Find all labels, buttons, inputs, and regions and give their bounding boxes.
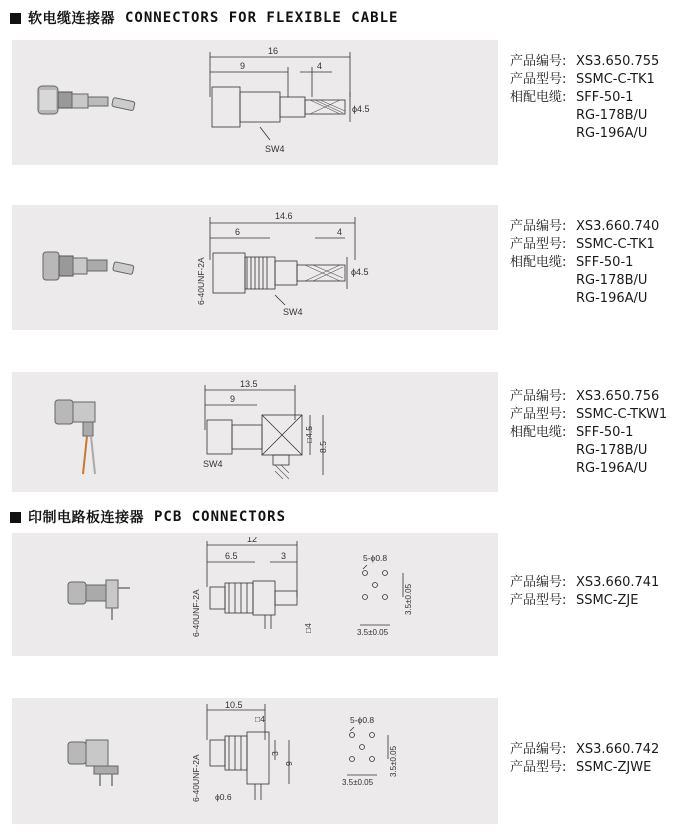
connector-photo-pcb-right-angle	[60, 730, 140, 790]
dim-right: 4	[317, 61, 323, 71]
dim-overall: 14.6	[275, 211, 293, 221]
dim-height: 8.5	[318, 441, 328, 453]
cable-type: SFF-50-1	[576, 255, 634, 270]
dimension-drawing-2	[195, 205, 375, 330]
dimension-drawing-4	[185, 537, 335, 652]
dimension-drawing-3	[195, 375, 345, 490]
cable-type: SFF-50-1	[576, 90, 634, 105]
dim-thread: 6-40UNF-2A	[191, 589, 201, 637]
dim-overall: 12	[247, 537, 258, 544]
dim-pitch-horizontal: 3.5±0.05	[357, 628, 389, 637]
dim-square: □4	[255, 714, 265, 724]
dim-wrench-size: SW4	[203, 459, 223, 469]
connector-photo-pcb-straight	[60, 570, 140, 630]
cable-type: RG-178B/U	[576, 108, 648, 123]
dim-overall: 10.5	[225, 700, 243, 710]
pcb-footprint-4	[345, 545, 425, 645]
spec-block-3: 产品编号: XS3.650.756 产品型号: SSMC-C-TKW1 相配电缆: SFF-50-1 RG-178B/U RG-196A/U	[510, 389, 668, 476]
dim-diameter: ϕ4.5	[351, 267, 369, 277]
dim-pitch-horizontal: 3.5±0.05	[342, 778, 374, 787]
product-model: SSMC-ZJWE	[576, 760, 652, 775]
dim-pin-diameter: ϕ0.6	[215, 792, 232, 802]
section-title-en: PCB CONNECTORS	[154, 509, 287, 525]
product-code: XS3.650.755	[576, 54, 660, 69]
product-code: XS3.660.741	[576, 575, 660, 590]
dimension-drawing-5	[185, 700, 325, 822]
section-title-cn: 印制电路板连接器	[28, 510, 144, 526]
product-model: SSMC-C-TK1	[576, 237, 655, 252]
product-code: XS3.650.756	[576, 389, 660, 404]
bullet-square-icon	[10, 13, 21, 24]
dim-pitch-vertical: 3.5±0.05	[404, 583, 413, 615]
connector-photo-right-angle	[45, 390, 135, 480]
dim-left: 9	[240, 61, 246, 71]
dim-square: □4	[303, 623, 313, 633]
product-model: SSMC-ZJE	[576, 593, 639, 608]
pcb-footprint-5	[330, 707, 410, 807]
dim-pitch-vertical: 3.5±0.05	[389, 745, 398, 777]
section-title-pcb	[10, 507, 286, 527]
spec-block-4: 产品编号: XS3.660.741 产品型号: SSMC-ZJE	[510, 575, 660, 608]
dim-right: 3	[281, 551, 287, 561]
cable-type: RG-196A/U	[576, 126, 648, 141]
dim-height-1: 3	[270, 751, 280, 756]
product-code: XS3.660.740	[576, 219, 660, 234]
cable-type: RG-178B/U	[576, 443, 648, 458]
dim-height-2: 9	[284, 761, 294, 766]
dim-holes: 5-ϕ0.8	[350, 715, 375, 725]
section-title-en: CONNECTORS FOR FLEXIBLE CABLE	[125, 10, 399, 26]
dim-holes: 5-ϕ0.8	[363, 553, 388, 563]
dimension-drawing-1	[200, 42, 370, 162]
dim-diameter: ϕ4.5	[352, 104, 370, 114]
dim-wrench-size: SW4	[265, 144, 285, 154]
cable-type: SFF-50-1	[576, 425, 634, 440]
cable-type: RG-196A/U	[576, 461, 648, 476]
spec-block-1: 产品编号: XS3.650.755 产品型号: SSMC-C-TK1 相配电缆: SFF-50-1 RG-178B/U RG-196A/U	[510, 54, 660, 141]
bullet-square-icon	[10, 512, 21, 523]
dim-overall: 16	[268, 46, 279, 56]
connector-photo-straight	[30, 70, 160, 140]
dim-left: 6.5	[225, 551, 238, 561]
product-model: SSMC-C-TK1	[576, 72, 655, 87]
dim-left: 6	[235, 227, 241, 237]
product-model: SSMC-C-TKW1	[576, 407, 668, 422]
dim-right: 4	[337, 227, 343, 237]
dim-overall: 13.5	[240, 379, 258, 389]
spec-block-5: 产品编号: XS3.660.742 产品型号: SSMC-ZJWE	[510, 742, 660, 775]
dim-thread: 6-40UNF-2A	[196, 257, 206, 305]
dim-wrench-size: SW4	[283, 307, 303, 317]
dim-square: □4.5	[304, 426, 314, 443]
dim-thread: 6-40UNF-2A	[191, 754, 201, 802]
cable-type: RG-178B/U	[576, 273, 648, 288]
cable-type: RG-196A/U	[576, 291, 648, 306]
connector-photo-threaded	[35, 240, 165, 300]
section-title-cn: 软电缆连接器	[28, 11, 115, 27]
section-title-flexible	[10, 8, 398, 28]
product-code: XS3.660.742	[576, 742, 660, 757]
dim-left: 9	[230, 394, 236, 404]
spec-block-2: 产品编号: XS3.660.740 产品型号: SSMC-C-TK1 相配电缆: SFF-50-1 RG-178B/U RG-196A/U	[510, 219, 660, 306]
